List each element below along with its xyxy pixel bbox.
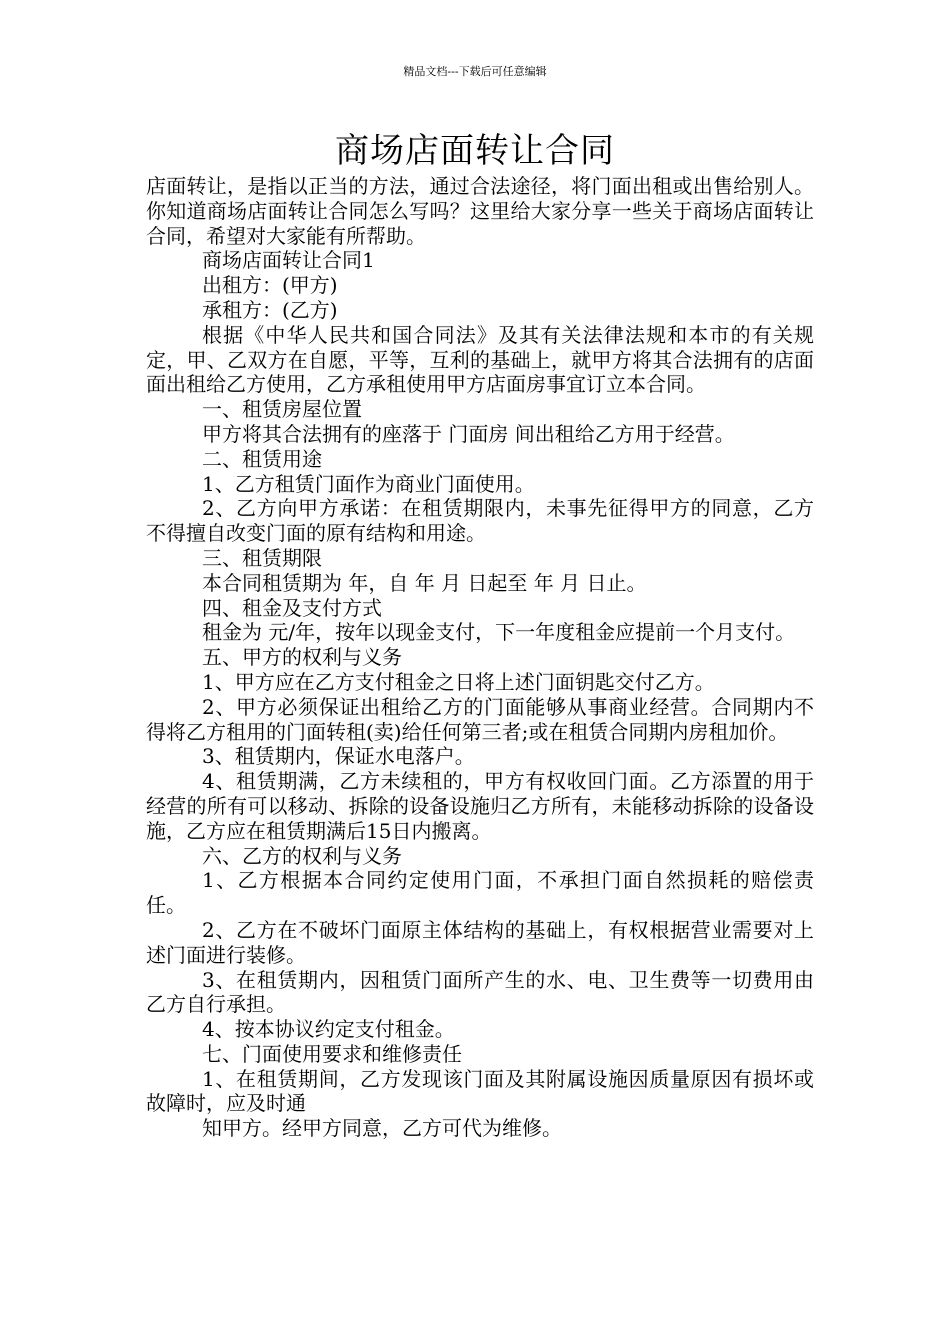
paragraph: 本合同租赁期为 年，自 年 月 日起至 年 月 日止。 [202, 570, 647, 595]
clause: 1、在租赁期间，乙方发现该门面及其附属设施因质量原因有损坏或故障时，应及时通 [146, 1066, 814, 1116]
paragraph: 出租方：(甲方) [202, 273, 338, 298]
paragraph: 根据《中华人民共和国合同法》及其有关法律法规和本市的有关规定，甲、乙双方在自愿，平等，互利的基础上，就甲方将其合法拥有的店面面出租给乙方使用，乙方承租使用甲方店面房事宜订立本合同。 [146, 322, 814, 397]
section-heading: 六、乙方的权利与义务 [202, 843, 402, 868]
document-title: 商场店面转让合同 [335, 131, 615, 171]
document-body [146, 174, 814, 1141]
paragraph: 知甲方。经甲方同意，乙方可代为维修。 [202, 1116, 562, 1141]
section-heading: 三、租赁期限 [202, 545, 322, 570]
section-heading: 七、门面使用要求和维修责任 [202, 1041, 462, 1066]
section-heading: 四、租金及支付方式 [202, 595, 382, 620]
clause: 2、甲方必须保证出租给乙方的门面能够从事商业经营。合同期内不得将乙方租用的门面转租(卖)给任何第三者;或在租赁合同期内房租加价。 [146, 694, 814, 744]
clause: 1、乙方租赁门面作为商业门面使用。 [202, 471, 535, 496]
paragraph: 甲方将其合法拥有的座落于 门面房 间出租给乙方用于经营。 [202, 421, 735, 446]
clause: 2、乙方在不破坏门面原主体结构的基础上，有权根据营业需要对上述门面进行装修。 [146, 917, 814, 967]
clause: 2、乙方向甲方承诺：在租赁期限内，未事先征得甲方的同意，乙方不得擅自改变门面的原有结构和用途。 [146, 496, 814, 546]
paragraph: 承租方：(乙方) [202, 297, 338, 322]
paragraph: 店面转让，是指以正当的方法，通过合法途径，将门面出租或出售给别人。你知道商场店面转让合同怎么写吗？这里给大家分享一些关于商场店面转让合同，希望对大家能有所帮助。 [146, 174, 814, 248]
clause: 3、租赁期内，保证水电落户。 [202, 744, 475, 769]
section-heading: 二、租赁用途 [202, 446, 322, 471]
paragraph: 租金为 元/年，按年以现金支付，下一年度租金应提前一个月支付。 [202, 620, 796, 645]
paragraph: 商场店面转让合同1 [202, 248, 375, 273]
page-header: 精品文档---下载后可任意编辑 [403, 65, 547, 78]
clause: 4、租赁期满，乙方未续租的，甲方有权收回门面。乙方添置的用于经营的所有可以移动、拆除的设备设施归乙方所有，未能移动拆除的设备设施，乙方应在租赁期满后15日内搬离。 [146, 769, 814, 843]
clause: 4、按本协议约定支付租金。 [202, 1017, 455, 1042]
clause: 1、乙方根据本合同约定使用门面，不承担门面自然损耗的赔偿责任。 [146, 868, 814, 918]
clause: 3、在租赁期内，因租赁门面所产生的水、电、卫生费等一切费用由乙方自行承担。 [146, 967, 814, 1017]
clause: 1、甲方应在乙方支付租金之日将上述门面钥匙交付乙方。 [202, 669, 715, 694]
section-heading: 五、甲方的权利与义务 [202, 645, 402, 670]
section-heading: 一、租赁房屋位置 [202, 397, 362, 422]
